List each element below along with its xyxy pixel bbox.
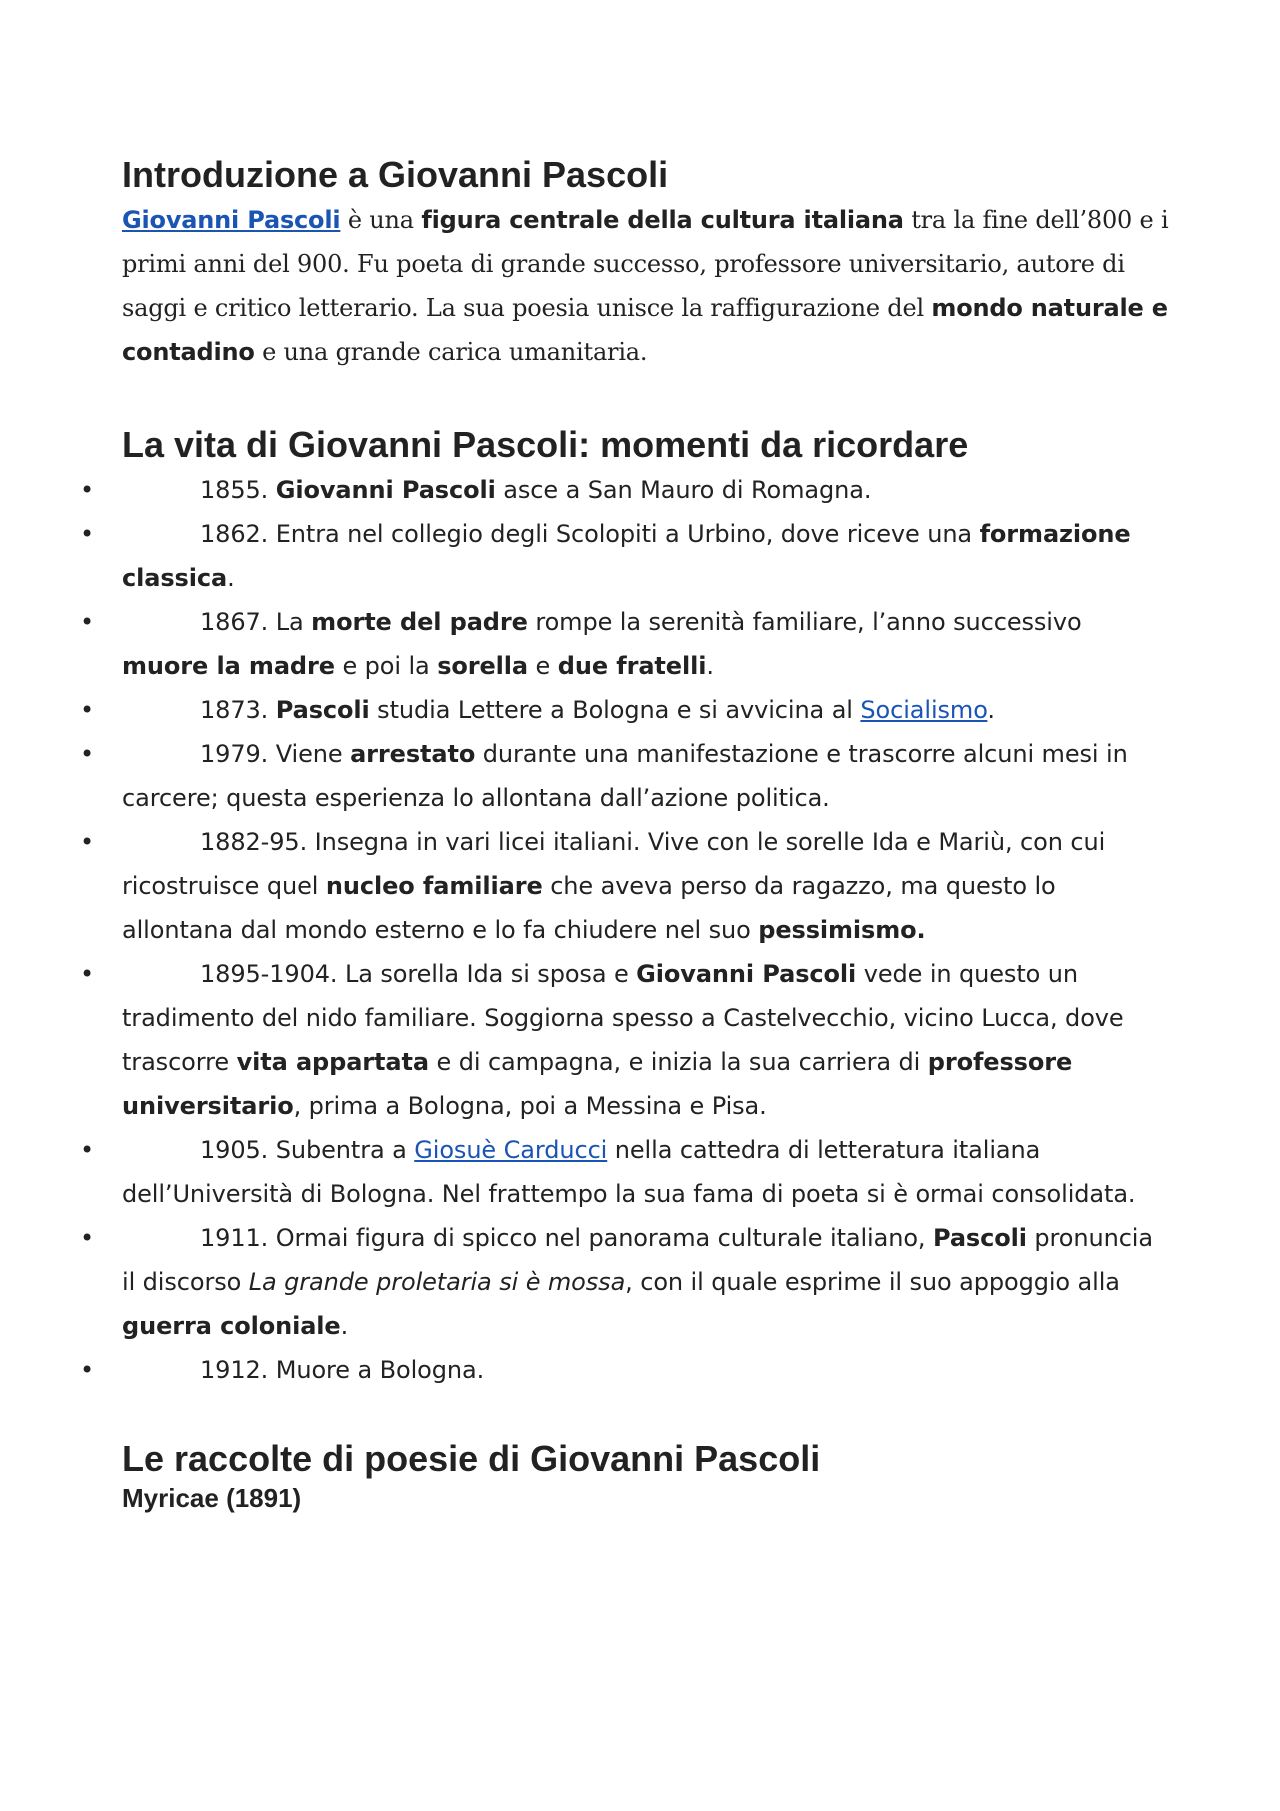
timeline-item-1912: • 1912. Muore a Bologna. (122, 1348, 1172, 1392)
bullet-icon: • (80, 520, 95, 548)
timeline-item-1911: • 1911. Ormai figura di spicco nel panorama culturale italiano, Pascoli pronuncia il discorso La grande proletaria si è mossa, con il quale esprime il suo appoggio alla guerra coloniale. (122, 1216, 1172, 1348)
intro-heading: Introduzione a Giovanni Pascoli (122, 154, 669, 195)
raccolte-heading: Le raccolte di poesie di Giovanni Pascoli (122, 1438, 821, 1479)
bullet-icon: • (80, 696, 95, 724)
timeline-item-1895-1904: • 1895-1904. La sorella Ida si sposa e Giovanni Pascoli vede in questo un tradimento del nido familiare. Soggiorna spesso a Castelvecchio, vicino Lucca, dove trascorre vita appartata e di campagna, e inizia la sua carriera di professore universitario, prima a Bologna, poi a Messina e Pisa. (122, 952, 1172, 1128)
document-content (80, 152, 1172, 1514)
intro-paragraph: Giovanni Pascoli è una figura centrale della cultura italiana tra la fine dell’800 e i primi anni del 900. Fu poeta di grande successo, professore universitario, autore di saggi e critico letterario. La sua poesia unisce la raffigurazione del mondo naturale e contadino e una grande carica umanitaria. (122, 206, 1169, 366)
bullet-icon: • (80, 1136, 95, 1164)
timeline-item-1882-95: • 1882-95. Insegna in vari licei italiani. Vive con le sorelle Ida e Mariù, con cui ricostruisce quel nucleo familiare che aveva perso da ragazzo, ma questo lo allontana dal mondo esterno e lo fa chiudere nel suo pessimismo. (122, 820, 1172, 952)
socialismo-link[interactable]: Socialismo (860, 696, 988, 724)
giovanni-pascoli-link[interactable]: Giovanni Pascoli (122, 206, 341, 234)
bullet-icon: • (80, 740, 95, 768)
bullet-icon: • (80, 1224, 95, 1252)
timeline-item-1873: • 1873. Pascoli studia Lettere a Bologna e si avvicina al Socialismo. (122, 688, 1172, 732)
giosue-carducci-link[interactable]: Giosuè Carducci (414, 1136, 608, 1164)
timeline-item-1855: • 1855. Giovanni Pascoli asce a San Mauro di Romagna. (122, 468, 1172, 512)
timeline-item-1862: • 1862. Entra nel collegio degli Scolopiti a Urbino, dove riceve una formazione classica. (122, 512, 1172, 600)
myricae-subheading: Myricae (1891) (122, 1483, 302, 1513)
timeline-item-1905: • 1905. Subentra a Giosuè Carducci nella cattedra di letteratura italiana dell’Università di Bologna. Nel frattempo la sua fama di poeta si è ormai consolidata. (122, 1128, 1172, 1216)
bullet-icon: • (80, 828, 95, 856)
bullet-icon: • (80, 476, 95, 504)
timeline-item-1867: • 1867. La morte del padre rompe la serenità familiare, l’anno successivo muore la madre e poi la sorella e due fratelli. (122, 600, 1172, 688)
bullet-icon: • (80, 1356, 95, 1384)
bullet-icon: • (80, 608, 95, 636)
bullet-icon: • (80, 960, 95, 988)
timeline-list (80, 468, 1172, 1392)
vita-heading: La vita di Giovanni Pascoli: momenti da ricordare (122, 424, 969, 465)
timeline-item-1979: • 1979. Viene arrestato durante una manifestazione e trascorre alcuni mesi in carcere; questa esperienza lo allontana dall’azione politica. (122, 732, 1172, 820)
